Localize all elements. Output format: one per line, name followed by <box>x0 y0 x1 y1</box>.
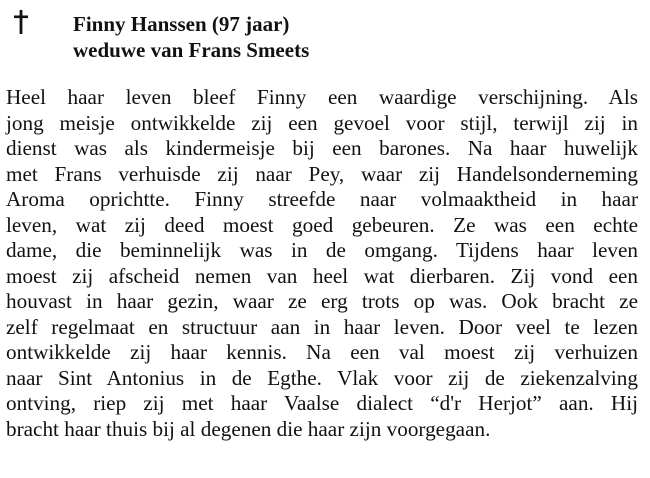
body-line: Aroma oprichtte. Finny streefde naar volmaaktheid in haar <box>6 187 638 211</box>
body-line: ontwikkelde zij haar kennis. Na een val moest zij verhuizen <box>6 340 638 364</box>
obituary-body <box>6 85 638 442</box>
body-line: jong meisje ontwikkelde zij een gevoel voor stijl, terwijl zij in <box>6 110 638 135</box>
body-line: dame, die beminnelijk was in de omgang. Tijdens haar leven <box>6 238 638 262</box>
body-line: zelf regelmaat en structuur aan in haar leven. Door veel te lezen <box>6 314 638 339</box>
body-line: houvast in haar gezin, waar ze erg trots op was. Ook bracht ze <box>6 289 638 313</box>
body-line: dienst was als kindermeisje bij een barones. Na haar huwelijk <box>6 136 638 160</box>
body-line: naar Sint Antonius in de Egthe. Vlak voor zij de ziekenzalving <box>6 365 638 390</box>
widow-of-line: weduwe van Frans Smeets <box>73 38 310 62</box>
body-line: moest zij afscheid nemen van heel wat dierbaren. Zij vond een <box>6 263 638 288</box>
body-line: met Frans verhuisde zij naar Pey, waar zij Handelsonderneming <box>6 161 638 186</box>
cross-icon <box>14 10 28 34</box>
body-line: Heel haar leven bleef Finny een waardige verschijning. Als <box>6 85 638 109</box>
deceased-name-age: Finny Hanssen (97 jaar) <box>73 12 290 36</box>
body-line: ontving, riep zij met haar Vaalse dialect “d'r Herjot” aan. Hij <box>6 391 638 415</box>
body-line: leven, wat zij deed moest goed gebeuren. Ze was een echte <box>6 212 638 237</box>
obituary-header <box>73 11 309 63</box>
body-line: bracht haar thuis bij al degenen die haar zijn voorgegaan. <box>6 416 491 441</box>
